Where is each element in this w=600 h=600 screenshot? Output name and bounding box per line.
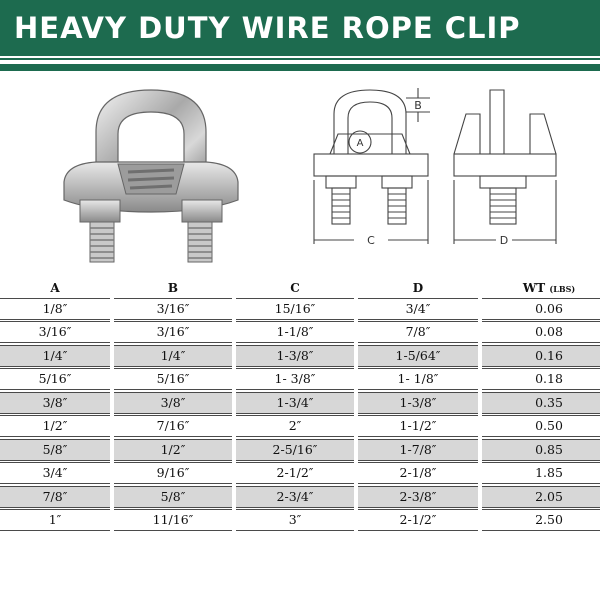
cell-b: 11/16″ — [114, 509, 232, 531]
cell-b: 5/16″ — [114, 368, 232, 390]
cell-wt: 0.50 — [482, 415, 600, 437]
table-row — [0, 298, 600, 320]
cell-a: 3/16″ — [0, 321, 110, 343]
cell-a: 5/8″ — [0, 439, 110, 461]
cell-c: 2-3/4″ — [236, 486, 354, 508]
cell-d: 1-5/64″ — [358, 345, 478, 367]
cell-d: 1- 1/8″ — [358, 368, 478, 390]
cell-wt: 1.85 — [482, 462, 600, 484]
cell-wt: 0.18 — [482, 368, 600, 390]
cell-b: 1/4″ — [114, 345, 232, 367]
cell-a: 7/8″ — [0, 486, 110, 508]
diagram-label-c: C — [367, 234, 375, 247]
column-header-b: B — [167, 281, 179, 295]
cell-a: 1/8″ — [0, 298, 110, 320]
diagram-label-a: A — [356, 138, 364, 149]
cell-a: 1/2″ — [0, 415, 110, 437]
cell-b: 9/16″ — [114, 462, 232, 484]
diagram-label-d: D — [499, 234, 509, 247]
spec-table — [0, 280, 600, 531]
cell-d: 2-1/8″ — [358, 462, 478, 484]
cell-b: 3/16″ — [114, 298, 232, 320]
cell-a: 3/8″ — [0, 392, 110, 414]
cell-b: 7/16″ — [114, 415, 232, 437]
cell-wt: 0.16 — [482, 345, 600, 367]
table-row — [0, 368, 600, 390]
table-row — [0, 509, 600, 531]
cell-c: 15/16″ — [236, 298, 354, 320]
table-row — [0, 321, 600, 343]
column-header-wt-label: WT — [522, 281, 546, 295]
wire-rope-clip-photo — [56, 82, 246, 272]
cell-wt: 0.06 — [482, 298, 600, 320]
table-header-row — [0, 280, 600, 296]
table-row — [0, 439, 600, 461]
cell-wt: 0.08 — [482, 321, 600, 343]
cell-c: 1-3/4″ — [236, 392, 354, 414]
cell-a: 3/4″ — [0, 462, 110, 484]
cell-wt: 0.35 — [482, 392, 600, 414]
cell-c: 2″ — [236, 415, 354, 437]
cell-wt: 2.05 — [482, 486, 600, 508]
cell-c: 2-5/16″ — [236, 439, 354, 461]
table-row — [0, 345, 600, 367]
cell-wt: 0.85 — [482, 439, 600, 461]
divider-thin — [0, 58, 600, 60]
cell-d: 1-1/2″ — [358, 415, 478, 437]
cell-b: 3/8″ — [114, 392, 232, 414]
title-banner — [0, 0, 600, 56]
diagram-label-b: B — [414, 99, 422, 112]
cell-d: 2-3/8″ — [358, 486, 478, 508]
cell-b: 1/2″ — [114, 439, 232, 461]
cell-a: 5/16″ — [0, 368, 110, 390]
cell-c: 2-1/2″ — [236, 462, 354, 484]
cell-c: 1-1/8″ — [236, 321, 354, 343]
side-dimension-diagram — [450, 84, 560, 254]
cell-d: 3/4″ — [358, 298, 478, 320]
column-header-c: C — [290, 281, 300, 295]
cell-b: 3/16″ — [114, 321, 232, 343]
table-row — [0, 392, 600, 414]
cell-a: 1″ — [0, 509, 110, 531]
cell-d: 7/8″ — [358, 321, 478, 343]
column-header-wt — [482, 280, 600, 297]
cell-a: 1/4″ — [0, 345, 110, 367]
cell-c: 1- 3/8″ — [236, 368, 354, 390]
table-row — [0, 486, 600, 508]
cell-b: 5/8″ — [114, 486, 232, 508]
column-header-wt-unit: (LBS) — [549, 284, 576, 294]
table-row — [0, 462, 600, 484]
page-title: HEAVY DUTY WIRE ROPE CLIP — [14, 11, 521, 45]
column-header-a: A — [50, 281, 60, 295]
cell-wt: 2.50 — [482, 509, 600, 531]
front-dimension-diagram — [306, 84, 436, 254]
cell-d: 1-3/8″ — [358, 392, 478, 414]
cell-c: 1-3/8″ — [236, 345, 354, 367]
cell-d: 2-1/2″ — [358, 509, 478, 531]
column-header-d: D — [412, 281, 424, 295]
table-row — [0, 415, 600, 437]
table-body — [0, 298, 600, 532]
cell-c: 3″ — [236, 509, 354, 531]
cell-d: 1-7/8″ — [358, 439, 478, 461]
divider-thick — [0, 64, 600, 71]
